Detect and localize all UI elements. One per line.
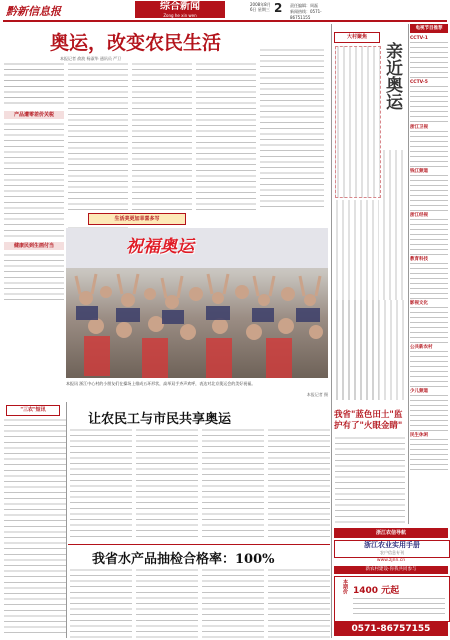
tv-listing: [410, 262, 448, 300]
tv-listing: [410, 350, 448, 388]
tv-channel-block: [410, 80, 448, 124]
ad-title: 浙江农业实用手册: [364, 541, 420, 549]
hotline: 新闻热线：0571-86751155: [290, 9, 322, 20]
date-line: 2008年8月6日 星期三: [250, 2, 271, 12]
tv-channel-block: [410, 432, 448, 476]
tv-listing: [410, 306, 448, 344]
tv-channel-name: 教育科技: [410, 257, 428, 262]
callout-box: [88, 213, 186, 225]
body-text-block: [335, 300, 405, 400]
photo-title: 祝福奥运: [126, 237, 194, 257]
body-text-block: [136, 428, 198, 538]
body-text-block: [4, 418, 66, 638]
tv-channel-name: 影视文化: [410, 301, 428, 306]
commentary-vertical-title: 亲近奥运: [382, 42, 402, 110]
main-photo: [66, 228, 328, 378]
body-text-block: [70, 568, 132, 638]
tv-channel-name: 民生休闲: [410, 433, 428, 438]
masthead-rule: [3, 20, 447, 22]
article-column-1: [4, 62, 64, 240]
commentary-tag: 大村聚焦: [346, 34, 367, 40]
ad-slogan: 新农村建设·你我共同参与: [334, 566, 448, 574]
crowd-photo-illustration: [66, 228, 328, 378]
photo-caption: 本报讯 浙江中心村的小朋友们在操场上排成五环形状，高举双手齐声欢呼，表达对北京奥运会的美好祝福。: [66, 381, 256, 386]
main-byline: 本报记者 俞波 杨淑华 通讯员 严卫: [60, 56, 122, 61]
column-divider: [66, 402, 67, 638]
tv-guide-list: [410, 36, 448, 476]
tv-channel-block: [410, 344, 448, 388]
third-headline: 我省水产品抽检合格率：100%: [92, 552, 275, 567]
sannong-tag-box: [6, 405, 60, 416]
body-text-block: [136, 568, 198, 638]
ad-details: [353, 597, 445, 615]
tv-listing: [410, 41, 448, 79]
subhead-box-2: [4, 242, 64, 250]
second-headline: 让农民工与市民共享奥运: [88, 412, 232, 427]
column-divider: [408, 24, 409, 524]
tv-listing: [410, 130, 448, 168]
tv-channel-block: [410, 256, 448, 300]
ad-price-box: [334, 576, 450, 622]
subhead-2: 健康民到生画付当: [13, 243, 54, 249]
tv-channel-name: 浙江卫视: [410, 125, 428, 130]
ad-subtitle: 农户信息专刊: [380, 550, 404, 555]
tv-listing: [410, 394, 448, 432]
ad-website[interactable]: www.zjnn.cn: [376, 558, 406, 563]
body-text-block: [268, 428, 330, 538]
tv-channel-block: [410, 36, 448, 80]
tv-channel-block: [410, 300, 448, 344]
body-text-block: [382, 150, 404, 300]
tv-channel-name: CCTV-5: [410, 80, 428, 85]
article-rule: [68, 544, 330, 545]
tv-channel-name: 公共新农村: [410, 345, 433, 350]
body-text-block: [4, 122, 64, 238]
subhead-box-1: [4, 111, 64, 119]
main-headline: 奥运，改变农民生活: [50, 32, 222, 54]
tv-listing: [410, 438, 448, 472]
tv-listing: [410, 218, 448, 256]
section-title: 综合新闻: [160, 1, 200, 12]
section-banner: [135, 1, 225, 18]
photo-credit: 本报记者 摄: [306, 392, 328, 397]
column-divider: [331, 24, 332, 638]
tv-channel-name: 钱江频道: [410, 169, 428, 174]
tv-channel-block: [410, 388, 448, 432]
tv-listing: [410, 85, 448, 123]
body-text-block: [68, 62, 128, 210]
commentary-tag-box: [334, 32, 380, 43]
edition-number: 2: [274, 1, 283, 15]
body-text-block: [202, 568, 264, 638]
tv-channel-block: [410, 168, 448, 212]
tv-channel-name: CCTV-1: [410, 36, 428, 41]
callout-text: 生活美更加幸喜多写: [114, 216, 160, 222]
tv-channel-name: 浙江经视: [410, 213, 428, 218]
body-text-block: [196, 62, 256, 210]
tv-channel-name: 少儿频道: [410, 389, 428, 394]
sannong-tag: "三农"短讯: [20, 407, 46, 413]
subhead-1: 产品遭零差价关税: [13, 112, 54, 118]
commentary-bottom-headline: 我省"蓝色田土"监护有了"火眼金睛": [334, 410, 403, 431]
ad-price: 1400 元起: [353, 586, 400, 596]
tv-channel-block: [410, 124, 448, 168]
body-text-block: [70, 428, 132, 538]
body-text-block: [4, 62, 64, 108]
body-text-block: [4, 253, 64, 301]
ad-price-label: 本期价: [342, 579, 348, 594]
body-text-block: [260, 48, 324, 210]
body-text-block: [132, 62, 192, 210]
editor-line: 责任编辑：周磊: [290, 3, 318, 8]
tv-channel-block: [410, 212, 448, 256]
ad-nav-header: 浙江农信导航: [334, 528, 448, 538]
tv-listing: [410, 174, 448, 212]
tv-guide-header: 电视节目推荐: [410, 24, 448, 33]
ad-box-top: [334, 540, 450, 558]
body-text-block: [335, 436, 405, 526]
commentary-text-box: [335, 46, 381, 198]
ad-phone[interactable]: 0571-86757155: [334, 622, 448, 636]
section-pinyin: Zong he xin wen: [163, 13, 197, 18]
body-text-block: [202, 428, 264, 538]
newspaper-logo: 黔新信息报: [6, 5, 61, 18]
body-text-block: [268, 568, 330, 638]
